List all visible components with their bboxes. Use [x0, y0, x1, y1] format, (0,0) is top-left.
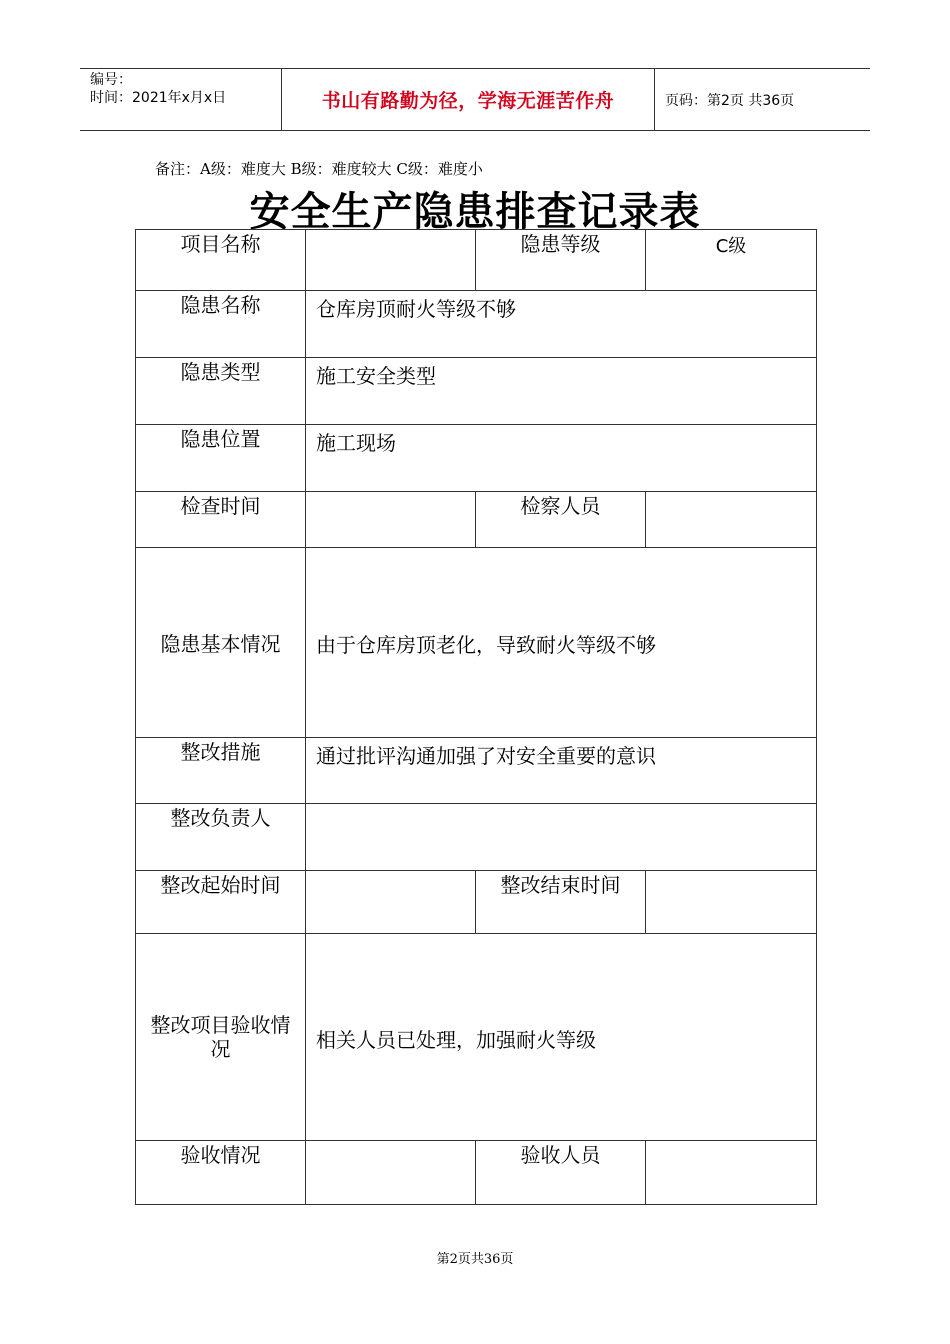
- table-row: [136, 548, 817, 738]
- table-row: [136, 425, 817, 492]
- inspector-value: [646, 492, 817, 548]
- acceptance-item-label: 整改项目验收情况: [136, 934, 306, 1141]
- inspection-time-label: 检查时间: [136, 492, 306, 548]
- hazard-name-value: 仓库房顶耐火等级不够: [306, 291, 817, 358]
- table-row: [136, 804, 817, 871]
- table-row: [136, 934, 817, 1141]
- acceptance-value: [306, 1141, 476, 1205]
- acceptor-label: 验收人员: [476, 1141, 646, 1205]
- situation-label: 隐患基本情况: [136, 548, 306, 738]
- measures-value: 通过批评沟通加强了对安全重要的意识: [306, 738, 817, 804]
- header-motto: 书山有路勤为径，学海无涯苦作舟: [282, 69, 655, 130]
- footer-page-number: 第2页共36页: [436, 1252, 514, 1267]
- start-time-value: [306, 871, 476, 934]
- table-row: [136, 230, 817, 291]
- inspection-time-value: [306, 492, 476, 548]
- document-number-label: 编号：: [90, 72, 132, 88]
- hazard-grade-label: 隐患等级: [476, 230, 646, 291]
- grade-note: 备注：A级：难度大 B级：难度较大 C级：难度小: [155, 160, 483, 178]
- measures-label: 整改措施: [136, 738, 306, 804]
- responsible-value: [306, 804, 817, 871]
- end-time-label: 整改结束时间: [476, 871, 646, 934]
- acceptance-item-value: 相关人员已处理，加强耐火等级: [306, 934, 817, 1141]
- page-footer: [0, 1248, 950, 1267]
- project-name-value: [306, 230, 476, 291]
- hazard-location-label: 隐患位置: [136, 425, 306, 492]
- hazard-grade-value: C级: [646, 230, 817, 291]
- hazard-record-table: [135, 229, 817, 1205]
- hazard-location-value: 施工现场: [306, 425, 817, 492]
- document-date: 时间：2021年x月x日: [90, 90, 227, 106]
- acceptance-label: 验收情况: [136, 1141, 306, 1205]
- header-meta: [80, 69, 282, 130]
- situation-value: 由于仓库房顶老化，导致耐火等级不够: [306, 548, 817, 738]
- end-time-value: [646, 871, 817, 934]
- table-row: [136, 291, 817, 358]
- table-row: [136, 871, 817, 934]
- table-row: [136, 738, 817, 804]
- inspector-label: 检察人员: [476, 492, 646, 548]
- start-time-label: 整改起始时间: [136, 871, 306, 934]
- page-header: [80, 68, 870, 131]
- header-page-info: 页码：第2页 共36页: [665, 92, 795, 109]
- project-name-label: 项目名称: [136, 230, 306, 291]
- hazard-type-value: 施工安全类型: [306, 358, 817, 425]
- hazard-name-label: 隐患名称: [136, 291, 306, 358]
- table-row: [136, 492, 817, 548]
- page-title: 安全生产隐患排查记录表: [249, 188, 701, 235]
- responsible-label: 整改负责人: [136, 804, 306, 871]
- hazard-type-label: 隐患类型: [136, 358, 306, 425]
- table-row: [136, 358, 817, 425]
- acceptor-value: [646, 1141, 817, 1205]
- table-row: [136, 1141, 817, 1205]
